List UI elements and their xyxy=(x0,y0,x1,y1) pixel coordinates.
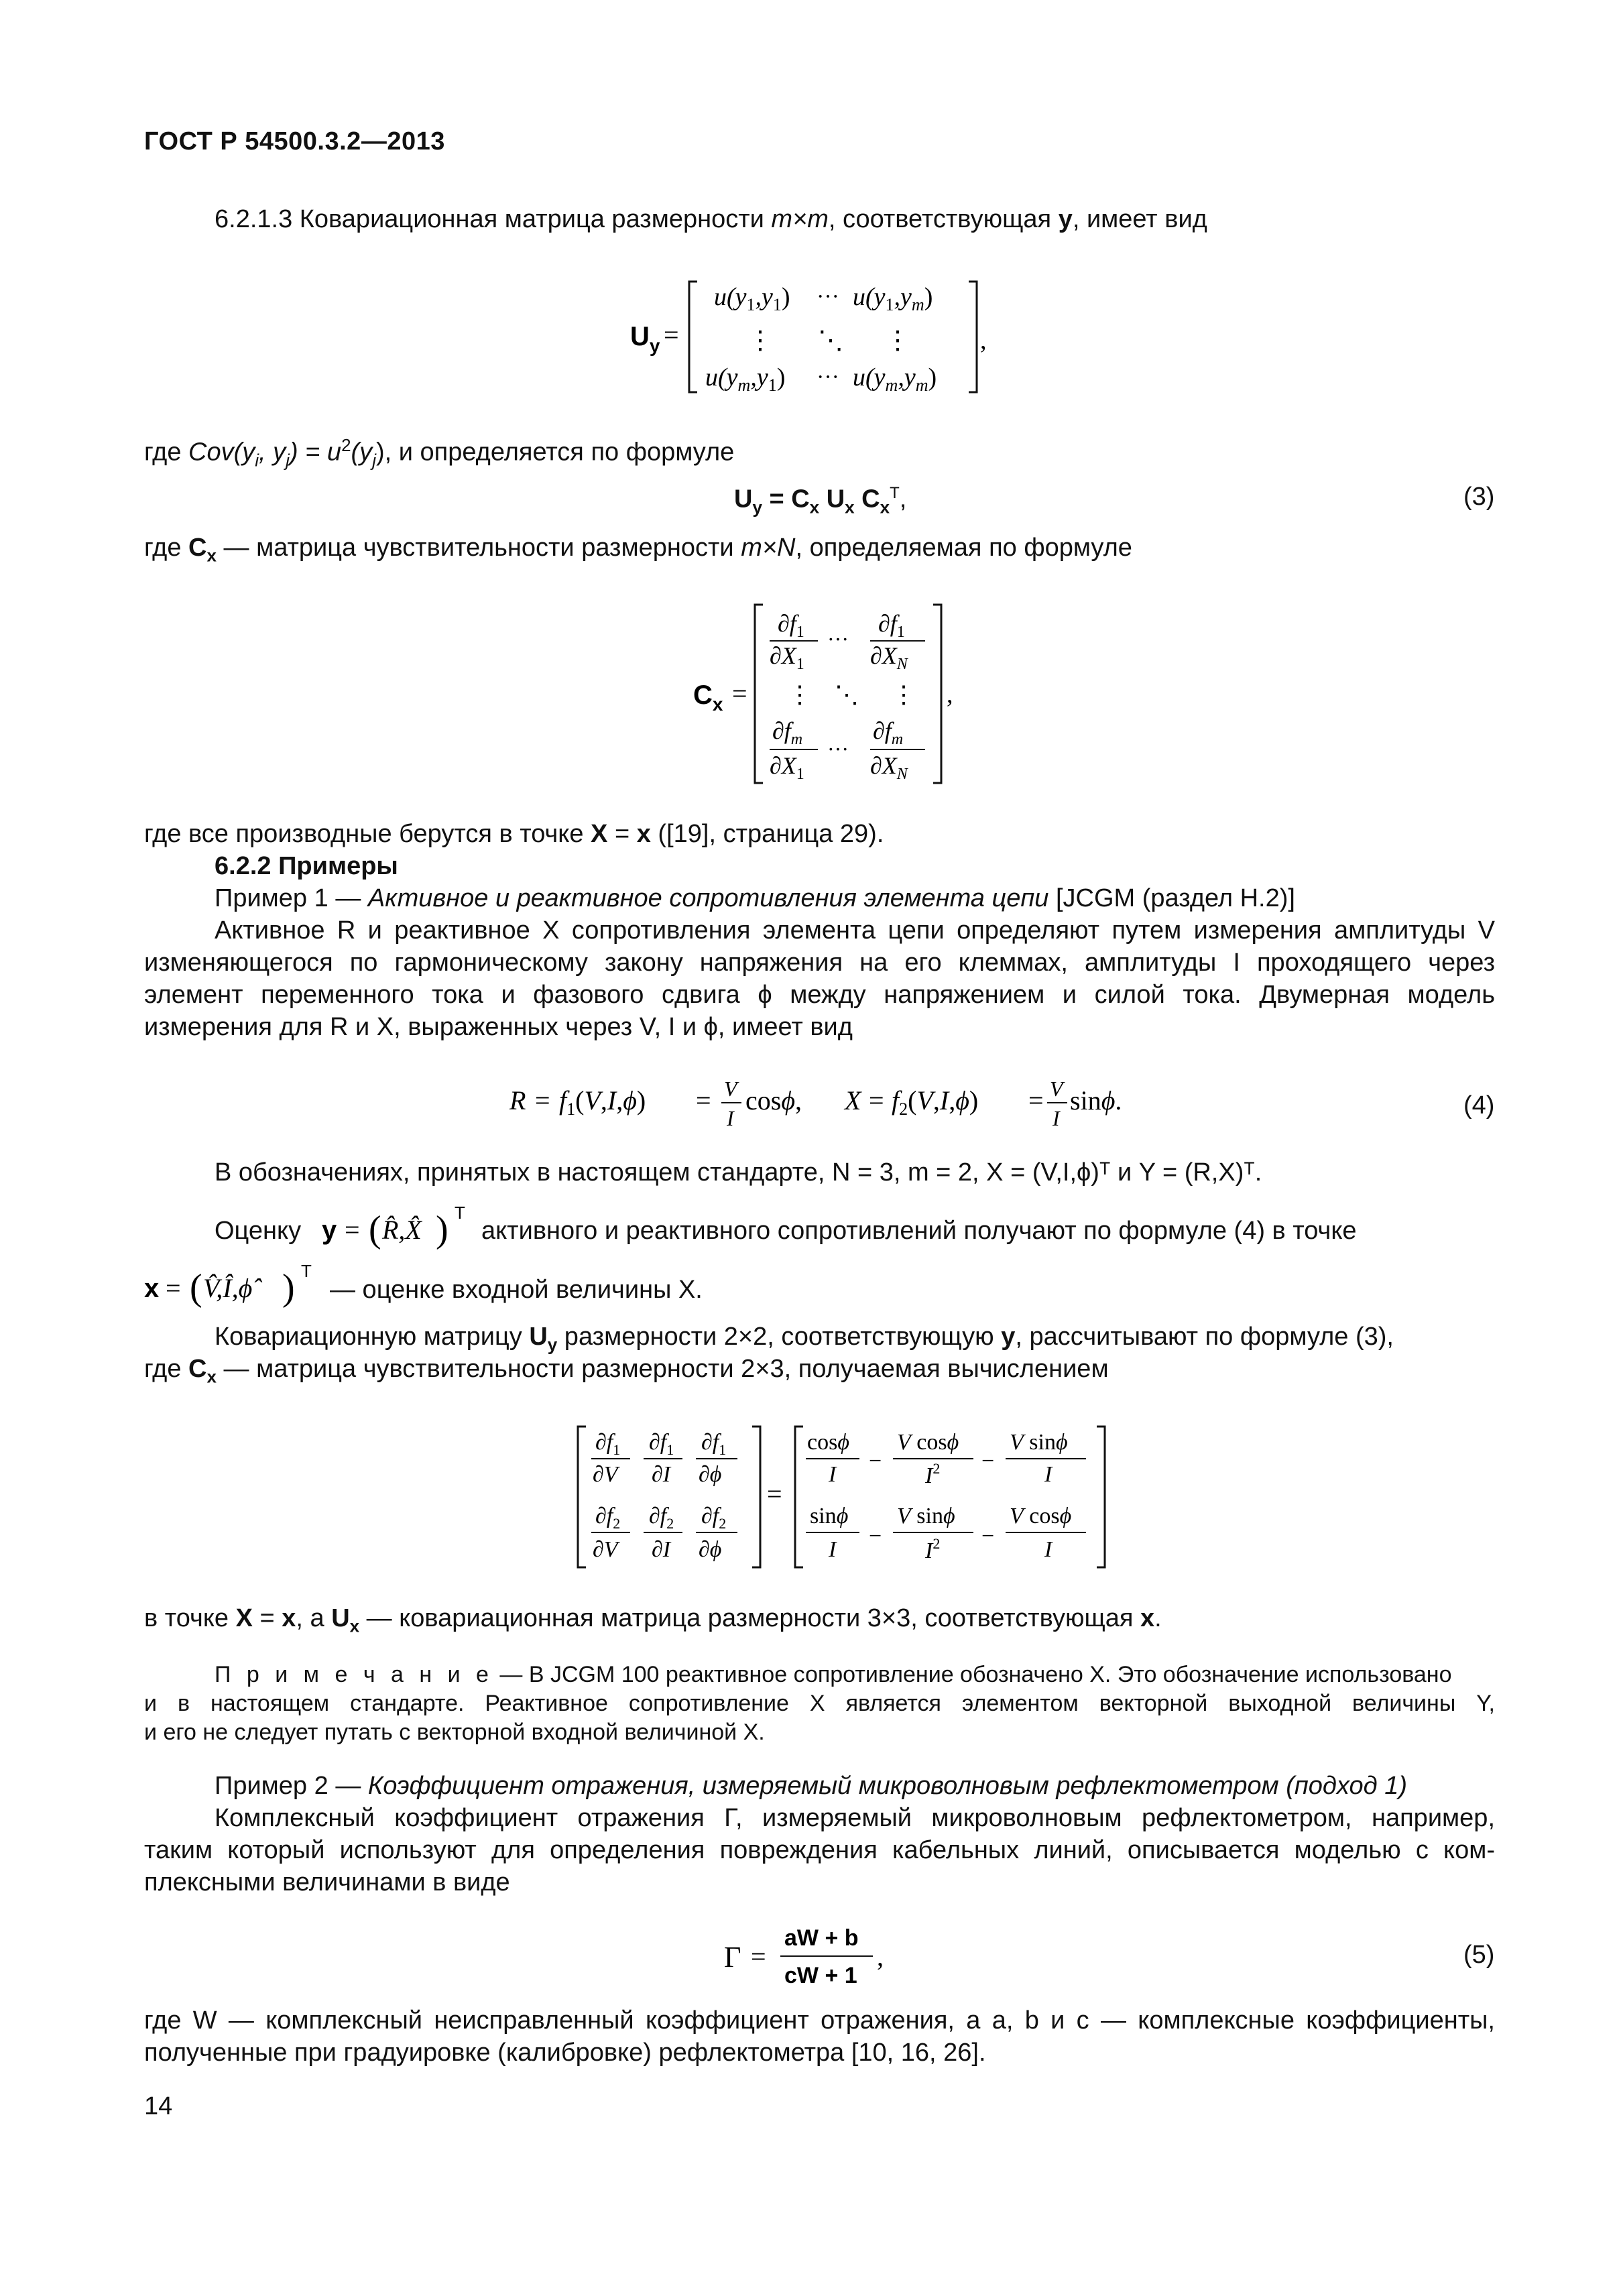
text: где xyxy=(144,1355,189,1383)
text: Пример 1 — xyxy=(215,884,368,912)
svg-text:x: x xyxy=(144,1274,160,1303)
svg-text:∂f2: $\partial f_2$ xyxy=(595,1504,621,1532)
svg-text:u(y1,y1): $u(y_1,y_1)$ xyxy=(714,283,790,314)
para1-line3: элемент переменного тока и фазового сдвига ϕ между напряжением и силой тока. Двумерная модель xyxy=(144,981,1495,1009)
svg-text:T: T xyxy=(455,1203,465,1223)
text: m×m xyxy=(771,205,829,233)
text: 6.2.1.3 Ковариационная матрица размерности xyxy=(215,205,772,233)
y-estimate-formula xyxy=(322,1200,476,1254)
svg-text:V sinϕ: V sinϕ xyxy=(1010,1430,1068,1455)
text: x xyxy=(206,1366,217,1387)
text: ([19], страница 29). xyxy=(650,820,884,848)
svg-text:V cosϕ: V cosϕ xyxy=(1010,1504,1072,1528)
svg-text:⋱: ⋱ xyxy=(835,681,859,708)
svg-text:···: ··· xyxy=(817,284,839,309)
svg-text:···: ··· xyxy=(827,737,849,761)
svg-text:∂f2: $\partial f_2$ xyxy=(649,1504,674,1532)
para1-line4: измерения для R и X, выраженных через V, I и ϕ, имеет вид xyxy=(144,1013,853,1041)
text: U xyxy=(529,1323,548,1351)
text: , определяемая по формуле xyxy=(795,534,1132,562)
text: x xyxy=(349,1616,360,1636)
text: = xyxy=(607,820,637,848)
svg-text:cosϕ,: cosϕ, xyxy=(745,1085,802,1115)
svg-text:I: I xyxy=(1044,1537,1053,1562)
paragraph-ux xyxy=(144,1602,1162,1642)
para3-line1: где W — комплексный неисправленный коэффициент отражения, а a, b и c — комплексные коэффициенты, xyxy=(144,2006,1495,2035)
svg-text:∂XN: $\partial X_N$ xyxy=(870,642,908,673)
svg-text:−: − xyxy=(869,1524,882,1549)
svg-text:V̂,Î,ϕ̂: V̂,Î,ϕ̂ xyxy=(203,1273,253,1303)
svg-text:(: ( xyxy=(190,1267,202,1309)
text: — ковариационная матрица размерности 3×3, соответствующая xyxy=(359,1604,1141,1632)
text: — матрица чувствительности размерности xyxy=(216,534,741,562)
svg-text:u(ym,y1): $u(y_m,y_1)$ xyxy=(705,363,786,395)
page-number: 14 xyxy=(144,2092,173,2120)
paragraph-estimate-b: активного и реактивного сопротивлений получают по формуле (4) в точке xyxy=(481,1217,1357,1245)
paragraph-6213 xyxy=(215,203,1207,235)
text: x xyxy=(206,545,217,566)
svg-text:,: , xyxy=(947,680,953,709)
svg-text:−: − xyxy=(981,1524,995,1549)
svg-text:cosϕ: cosϕ xyxy=(807,1430,849,1455)
text: y xyxy=(1001,1323,1016,1351)
svg-text:sinϕ.: sinϕ. xyxy=(1070,1085,1122,1115)
svg-text:y: y xyxy=(322,1215,337,1245)
svg-text:): ) xyxy=(282,1267,295,1309)
svg-text:I: I xyxy=(829,1537,837,1562)
svg-text:=: = xyxy=(732,678,747,709)
text: размерности 2×2, соответствующую xyxy=(557,1323,1002,1351)
left-bracket xyxy=(689,282,697,392)
text: , а xyxy=(296,1604,332,1632)
svg-text:=: = xyxy=(166,1273,181,1303)
para2-line3: плексными величинами в виде xyxy=(144,1868,510,1896)
svg-text:⋮: ⋮ xyxy=(747,326,773,355)
uy-matrix-formula xyxy=(603,265,1019,406)
svg-text:∂f1: $\partial f_1$ xyxy=(878,610,905,641)
svg-text:=: = xyxy=(751,1941,766,1972)
svg-text:=: = xyxy=(664,320,679,350)
right-bracket xyxy=(969,282,977,392)
example-1-heading xyxy=(215,882,1295,914)
svg-text:Γ: Γ xyxy=(724,1941,741,1974)
equation-3-number: (3) xyxy=(1463,483,1495,511)
equation-4-number: (4) xyxy=(1463,1091,1495,1120)
svg-text:=: = xyxy=(696,1085,711,1115)
note-line1 xyxy=(215,1660,1452,1689)
svg-text:−: − xyxy=(981,1449,995,1473)
document-header: ГОСТ Р 54500.3.2—2013 xyxy=(144,127,445,156)
text: — матрица чувствительности размерности 2×3, получаемая вычислением xyxy=(216,1355,1109,1383)
svg-text:T: T xyxy=(301,1261,312,1281)
text: X xyxy=(591,820,608,848)
para2-line2: таким который используют для определения повреждения кабельных линий, описывается моделью с ком- xyxy=(144,1836,1495,1864)
text: , y xyxy=(259,438,286,467)
svg-text:u(ym,ym): $u(y_m,y_m)$ xyxy=(853,363,937,395)
svg-text:∂I: ∂I xyxy=(652,1462,671,1487)
svg-text:R: R xyxy=(509,1085,526,1115)
svg-text:,: , xyxy=(877,1941,884,1972)
paragraph-cx xyxy=(144,532,1132,572)
text: = xyxy=(252,1604,282,1632)
equation-3: $U_y = C_x$ $U_x$ $C_x^T$, xyxy=(734,484,907,518)
svg-text:∂fm: $\partial f_m$ xyxy=(772,717,803,748)
note-line3: и его не следует путать с векторной входной величиной X. xyxy=(144,1719,765,1745)
uy-lhs: $U_y$ xyxy=(630,322,660,356)
svg-text:∂ϕ: ∂ϕ xyxy=(699,1462,722,1487)
svg-text:···: ··· xyxy=(827,627,849,651)
text: ), и определяется по формуле xyxy=(375,438,735,467)
text: y xyxy=(1058,205,1073,233)
svg-text:⋮: ⋮ xyxy=(892,681,916,708)
svg-text:∂f1: $\partial f_1$ xyxy=(701,1430,727,1458)
svg-text:∂f1: $\partial f_1$ xyxy=(778,610,804,641)
svg-text:I: I xyxy=(1053,1106,1060,1130)
para3-line2: полученные при градуировке (калибровке) рефлектометра [10, 16, 26]. xyxy=(144,2039,986,2067)
svg-text:I2: $I^2$ xyxy=(925,1460,941,1488)
text: U xyxy=(331,1604,350,1632)
svg-text:V: V xyxy=(724,1077,737,1101)
paragraph-cov xyxy=(144,429,734,476)
svg-text:u(y1,ym): $u(y_1,y_m)$ xyxy=(853,283,933,314)
svg-text:): ) xyxy=(436,1209,448,1250)
svg-text:Cx: $C_x$ xyxy=(693,680,723,715)
text: . xyxy=(1154,1604,1162,1632)
svg-text:∂ϕ: ∂ϕ xyxy=(699,1537,722,1562)
svg-text:∂V: ∂V xyxy=(593,1537,618,1562)
svg-text:I: I xyxy=(727,1106,734,1130)
paragraph-estimate-c: — оценке входной величины X. xyxy=(330,1276,703,1304)
svg-text:−: − xyxy=(869,1449,882,1473)
svg-text:=: = xyxy=(345,1215,360,1245)
svg-text:sinϕ: sinϕ xyxy=(810,1504,849,1528)
svg-text:,: , xyxy=(980,326,987,355)
text: 2 xyxy=(341,435,351,455)
svg-text:R̂,X̂: R̂,X̂ xyxy=(382,1215,422,1245)
text: Коэффициент отражения, измеряемый микроволновым рефлектометром (подход 1) xyxy=(367,1772,1407,1800)
svg-text:∂f2: $\partial f_2$ xyxy=(701,1504,727,1532)
text: , соответствующая xyxy=(828,205,1059,233)
text: в точке xyxy=(144,1604,236,1632)
text: — В JCGM 100 реактивное сопротивление обозначено X. Это обозначение использовано xyxy=(493,1662,1452,1687)
text: где xyxy=(144,534,189,562)
paragraph-derivatives xyxy=(144,818,884,850)
svg-text:···: ··· xyxy=(817,365,839,389)
svg-text:∂f1: $\partial f_1$ xyxy=(595,1430,621,1458)
text: где xyxy=(144,438,189,467)
paragraph-uy-line2 xyxy=(144,1353,1109,1393)
text: , имеет вид xyxy=(1072,205,1207,233)
text: i xyxy=(255,450,259,471)
equation-5 xyxy=(724,1917,912,1998)
text: x xyxy=(1140,1604,1155,1632)
equation-4 xyxy=(509,1069,1122,1143)
svg-text:(: ( xyxy=(369,1209,381,1250)
paragraph-estimate-a: Оценку xyxy=(215,1217,302,1245)
jacobian-formula xyxy=(577,1421,1113,1575)
note-line2: и в настоящем стандарте. Реактивное сопротивление X является элементом векторной выходной величины Y, xyxy=(144,1691,1495,1716)
svg-text:f2(V,I,ϕ): $f_2(V,I,\phi)$ xyxy=(892,1085,979,1119)
text: Активное и реактивное сопротивления элемента цепи xyxy=(367,884,1049,912)
text: y xyxy=(547,1334,558,1355)
svg-text:V sinϕ: V sinϕ xyxy=(897,1504,955,1528)
x-estimate-formula xyxy=(144,1258,325,1312)
text: , рассчитывают по формуле (3), xyxy=(1015,1323,1394,1351)
paragraph-notation: В обозначениях, принятых в настоящем стандарте, N = 3, m = 2, X = (V,I,ϕ)ᵀ и Y = (R,X)ᵀ. xyxy=(215,1158,1262,1187)
text: [JCGM (раздел H.2)] xyxy=(1048,884,1295,912)
text: Пример 2 — xyxy=(215,1772,368,1800)
text: C xyxy=(188,1355,207,1383)
cx-matrix-formula xyxy=(684,597,979,791)
example-2-heading xyxy=(215,1770,1407,1802)
svg-text:∂fm: $\partial f_m$ xyxy=(873,717,904,748)
svg-text:∂X1: $\partial X_1$ xyxy=(770,752,804,783)
note-label: П р и м е ч а н и е xyxy=(215,1662,493,1687)
text: x xyxy=(636,820,651,848)
svg-text:I: I xyxy=(1044,1462,1053,1487)
svg-text:∂X1: $\partial X_1$ xyxy=(770,642,804,673)
text: Cov(y xyxy=(188,438,255,467)
svg-text:=: = xyxy=(1028,1085,1044,1115)
svg-text:⋮: ⋮ xyxy=(788,681,812,708)
text: (y xyxy=(351,438,373,467)
svg-text:I: I xyxy=(829,1462,837,1487)
text: Ковариационную матрицу xyxy=(215,1323,530,1351)
para2-line1: Комплексный коэффициент отражения Γ, измеряемый микроволновым рефлектометром, например, xyxy=(215,1804,1495,1832)
svg-text:I2: $I^2$ xyxy=(925,1535,941,1563)
svg-text:∂I: ∂I xyxy=(652,1537,671,1562)
text: где все производные берутся в точке xyxy=(144,820,591,848)
svg-text:=: = xyxy=(767,1479,782,1509)
svg-text:∂XN: $\partial X_N$ xyxy=(870,752,908,783)
svg-text:f1(V,I,ϕ): $f_1(V,I,\phi)$ xyxy=(559,1085,646,1119)
svg-text:=: = xyxy=(869,1085,884,1115)
svg-text:X: X xyxy=(845,1085,861,1115)
svg-text:V: V xyxy=(1050,1077,1063,1101)
svg-text:V cosϕ: V cosϕ xyxy=(897,1430,959,1455)
svg-text:cW + 1: cW + 1 xyxy=(784,1963,857,1988)
text: m×N xyxy=(741,534,796,562)
para1-line2: изменяющегося по гармоническому закону напряжения на его клеммах, амплитуды I проходящего через xyxy=(144,949,1495,977)
text: j xyxy=(372,450,376,471)
svg-text:∂V: ∂V xyxy=(593,1462,618,1487)
svg-text:∂f1: $\partial f_1$ xyxy=(649,1430,674,1458)
svg-text:⋱: ⋱ xyxy=(818,326,843,355)
equation-5-number: (5) xyxy=(1463,1941,1495,1969)
section-title: 6.2.2 Примеры xyxy=(215,852,398,880)
text: X xyxy=(235,1604,253,1632)
text: ) = u xyxy=(289,438,342,467)
text: C xyxy=(188,534,207,562)
svg-text:=: = xyxy=(535,1085,550,1115)
text: x xyxy=(282,1604,296,1632)
text: j xyxy=(286,450,290,471)
svg-text:⋮: ⋮ xyxy=(885,326,910,355)
svg-text:aW + b: aW + b xyxy=(784,1925,859,1951)
para1-line1: Активное R и реактивное X сопротивления элемента цепи определяют путем измерения амплитуды V xyxy=(215,916,1495,945)
